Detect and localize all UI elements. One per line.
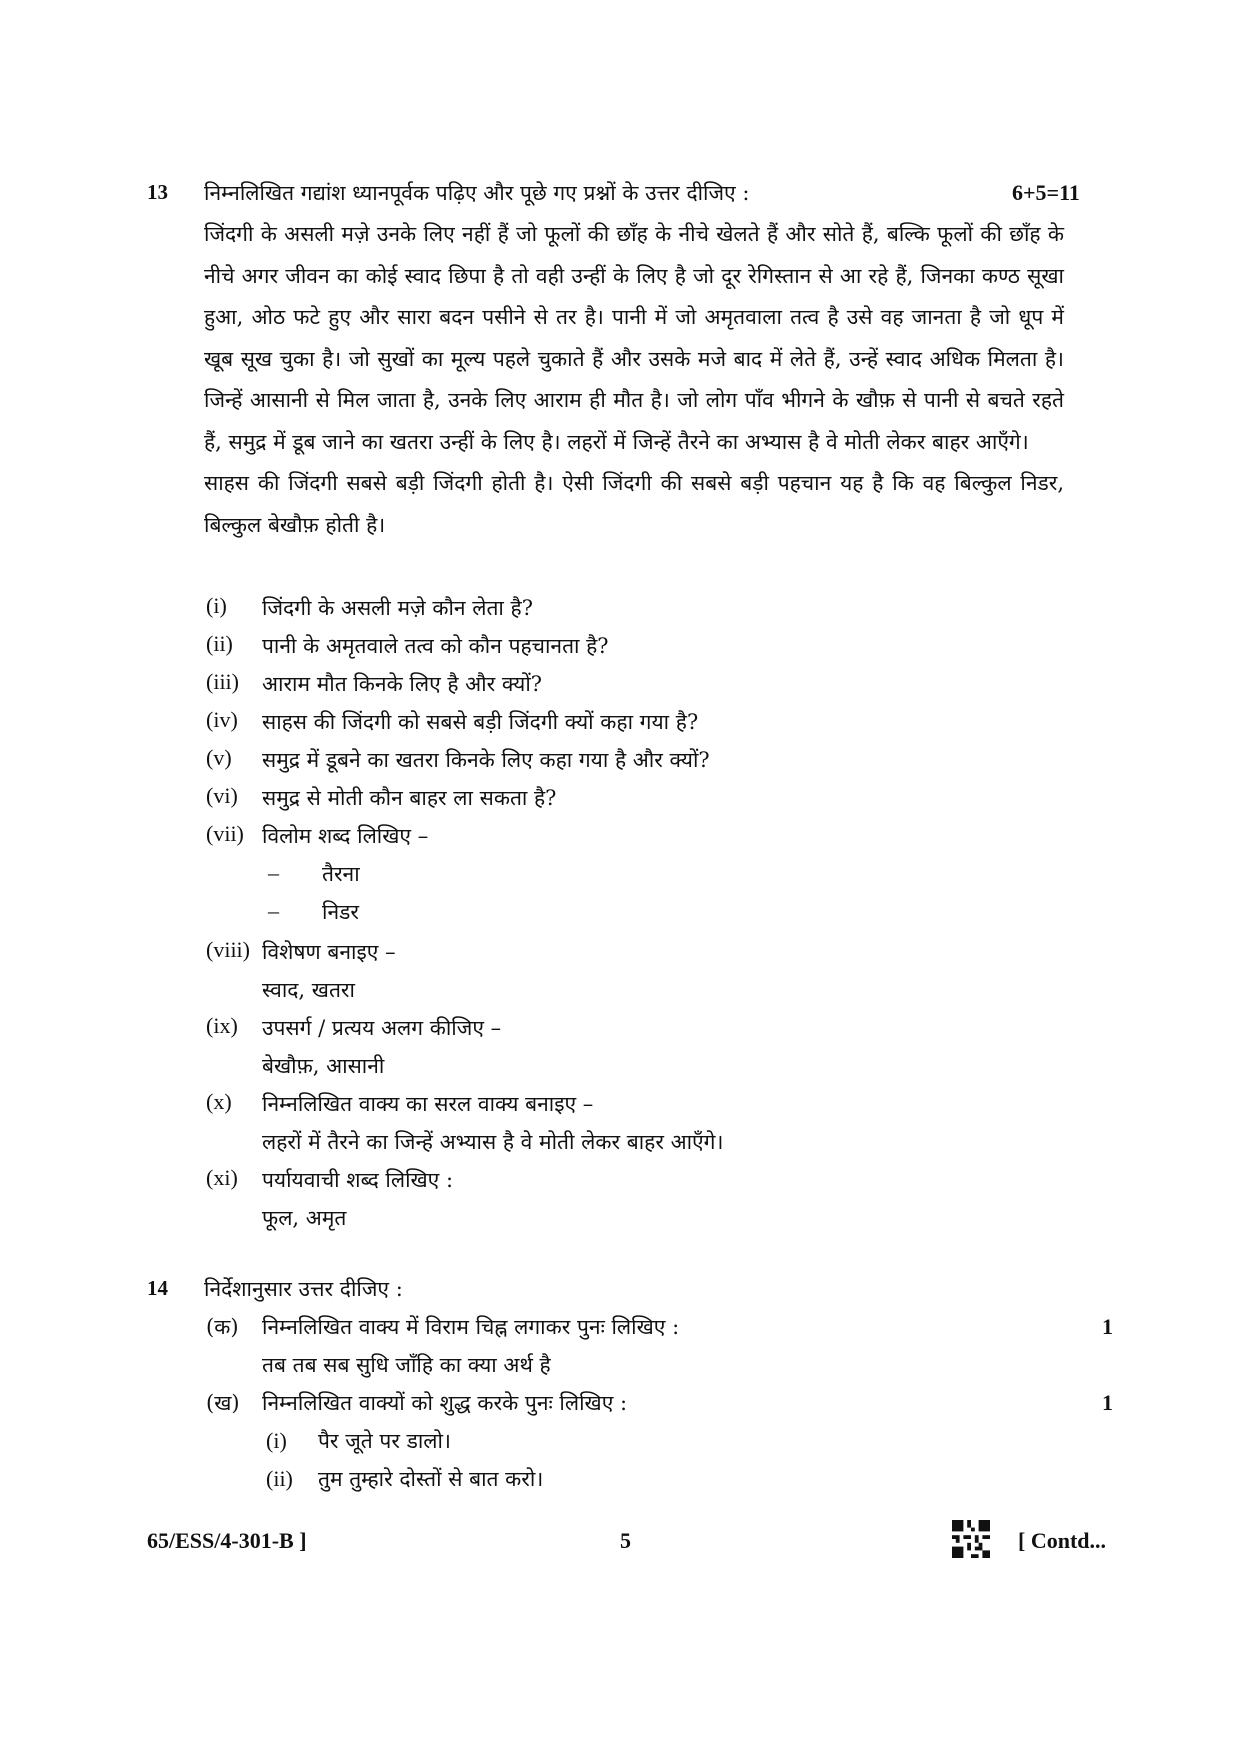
question-13-instruction: निम्नलिखित गद्यांश ध्यानपूर्वक पढ़िए और पूछे गए प्रश्नों के उत्तर दीजिए : — [204, 181, 750, 205]
question-label: (xi) — [206, 1165, 238, 1190]
question-label: (i) — [206, 593, 227, 618]
question-text: साहस की जिंदगी को सबसे बड़ी जिंदगी क्यों कहा गया है? — [262, 710, 699, 734]
question-text: पर्यायवाची शब्द लिखिए : — [262, 1168, 454, 1192]
question-text: समुद्र से मोती कौन बाहर ला सकता है? — [262, 786, 557, 810]
question-label: (viii) — [206, 937, 250, 962]
question-text: उपसर्ग / प्रत्यय अलग कीजिए – — [262, 1016, 502, 1040]
question-label: (ii) — [266, 1466, 293, 1491]
question-label: (v) — [206, 745, 232, 770]
antonym-word: निडर — [322, 900, 359, 924]
question-marks: 1 — [1102, 1314, 1113, 1339]
question-label: (iv) — [206, 707, 238, 732]
correction-sentence: पैर जूते पर डालो। — [318, 1429, 451, 1453]
question-14-instruction: निर्देशानुसार उत्तर दीजिए : — [204, 1277, 403, 1301]
correction-sentence: तुम तुम्हारे दोस्तों से बात करो। — [318, 1467, 544, 1491]
question-text: निम्नलिखित वाक्य का सरल वाक्य बनाइए – — [262, 1092, 594, 1116]
prefix-suffix-words: बेखौफ़, आसानी — [262, 1054, 385, 1078]
question-label: (ix) — [206, 1013, 238, 1038]
antonym-word: तैरना — [322, 862, 360, 886]
passage-paragraph-2: साहस की जिंदगी सबसे बड़ी जिंदगी होती है। ऐसी जिंदगी की सबसे बड़ी पहचान यह है कि वह बिल्कुल निडर, बिल्कुल बेखौफ़ होती है। — [204, 471, 1064, 537]
question-label: (vii) — [206, 821, 244, 846]
antonym-dash: – — [268, 860, 279, 885]
passage — [204, 214, 1064, 546]
question-14-number: 14 — [147, 1276, 168, 1300]
question-label: (ख) — [206, 1391, 240, 1415]
question-text: जिंदगी के असली मज़े कौन लेता है? — [262, 596, 533, 620]
antonym-dash: – — [268, 898, 279, 923]
paper-code: 65/ESS/4-301-B ] — [147, 1528, 307, 1553]
question-label: (क) — [206, 1315, 239, 1339]
punctuation-sentence: तब तब सब सुधि जाँहि का क्या अर्थ है — [262, 1353, 551, 1377]
adjective-words: स्वाद, खतरा — [262, 978, 355, 1002]
question-text: आराम मौत किनके लिए है और क्यों? — [262, 672, 543, 696]
question-text: विशेषण बनाइए – — [262, 940, 396, 964]
question-13-marks: 6+5=11 — [1012, 180, 1080, 205]
continued-label: [ Contd... — [1018, 1528, 1107, 1553]
synonym-words: फूल, अमृत — [262, 1206, 347, 1230]
page-number: 5 — [620, 1528, 631, 1553]
question-text: निम्नलिखित वाक्य में विराम चिह्न लगाकर पुनः लिखिए : — [262, 1315, 680, 1339]
qr-code-icon — [952, 1520, 990, 1558]
question-marks: 1 — [1102, 1390, 1113, 1415]
question-13-number: 13 — [147, 180, 168, 204]
question-text: पानी के अमृतवाले तत्व को कौन पहचानता है? — [262, 634, 609, 658]
passage-paragraph-1: जिंदगी के असली मज़े उनके लिए नहीं हैं जो फूलों की छाँह के नीचे खेलते हैं और सोते हैं, बल्कि फूलों की छाँह के नीचे अगर जीवन का कोई स्वाद छिपा है तो वही उन्हीं के लिए है जो दूर रेगिस्तान से आ रहे हैं, जिनका कण्ठ सूखा हुआ, ओठ फटे हुए और सारा बदन पसीने से तर है। पानी में जो अमृतवाला तत्व है उसे वह जानता है जो धूप में खूब सूख चुका है। जो सुखों का मूल्य पहले चुकाते हैं और उसके मजे बाद में लेते हैं, उन्हें स्वाद अधिक मिलता है। जिन्हें आसानी से मिल जाता है, उनके लिए आराम ही मौत है। जो लोग पाँव भीगने के खौफ़ से पानी से बचते रहते हैं, समुद्र में डूब जाने का खतरा उन्हीं के लिए है। लहरों में जिन्हें तैरने का अभ्यास है वे मोती लेकर बाहर आएँगे। — [204, 222, 1064, 454]
question-label: (i) — [266, 1428, 287, 1453]
question-text: निम्नलिखित वाक्यों को शुद्ध करके पुनः लिखिए : — [262, 1391, 628, 1415]
question-label: (x) — [206, 1089, 232, 1114]
simple-sentence-source: लहरों में तैरने का जिन्हें अभ्यास है वे मोती लेकर बाहर आएँगे। — [262, 1130, 724, 1154]
question-label: (ii) — [206, 631, 233, 656]
question-text: विलोम शब्द लिखिए – — [262, 824, 429, 848]
question-label: (iii) — [206, 669, 239, 694]
question-label: (vi) — [206, 783, 238, 808]
question-text: समुद्र में डूबने का खतरा किनके लिए कहा गया है और क्यों? — [262, 748, 710, 772]
